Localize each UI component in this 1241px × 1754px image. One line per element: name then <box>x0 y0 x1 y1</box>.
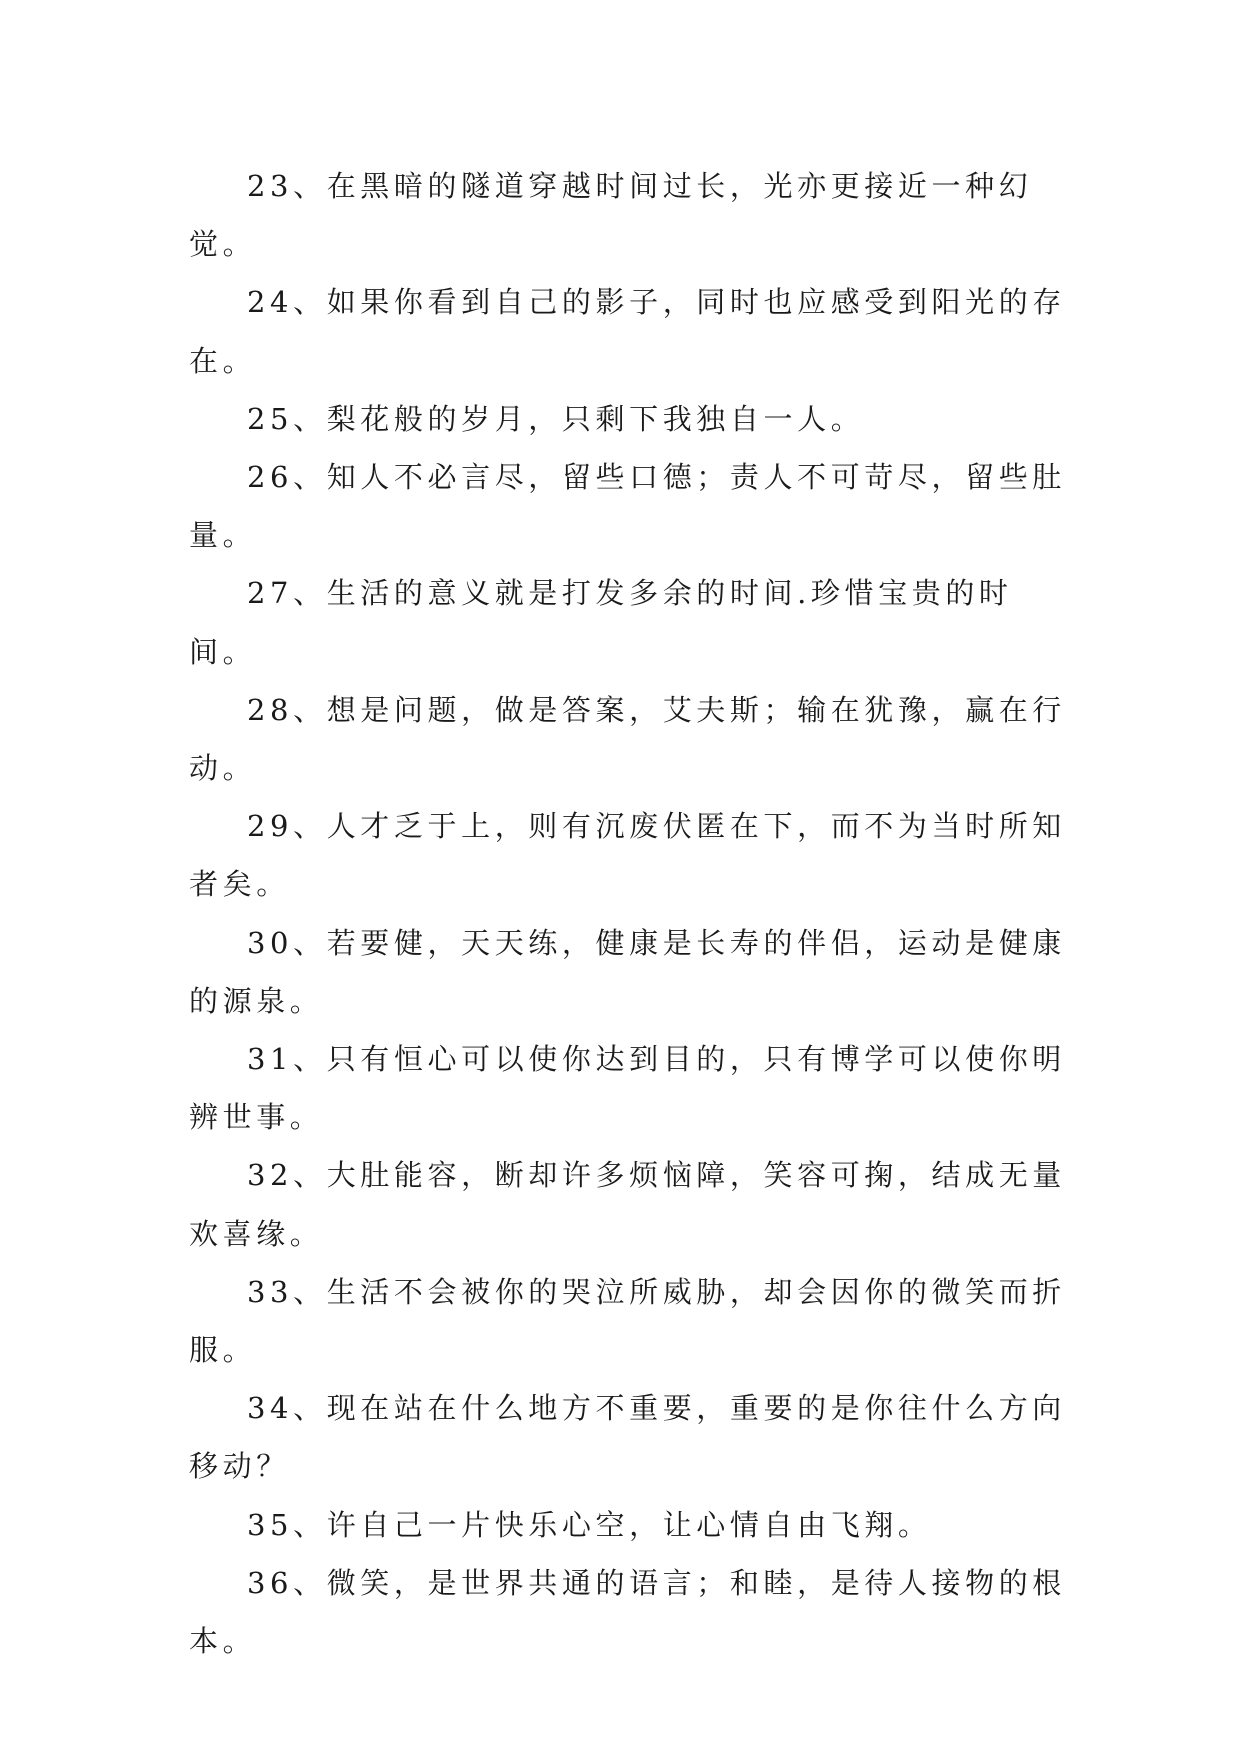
paragraph-31: 31、只有恒心可以使你达到目的，只有博学可以使你明辨世事。 <box>189 1042 1066 1135</box>
paragraph-23: 23、在黑暗的隧道穿越时间过长，光亦更接近一种幻觉。 <box>189 169 1033 262</box>
paragraph-30: 30、若要健，天天练，健康是长寿的伴侣，运动是健康的源泉。 <box>189 925 1066 1018</box>
paragraph-27: 27、生活的意义就是打发多余的时间.珍惜宝贵的时间。 <box>189 576 1013 669</box>
paragraph-35: 35、许自己一片快乐心空，让心情自由飞翔。 <box>247 1507 932 1542</box>
paragraph-36: 36、微笑，是世界共通的语言；和睦，是待人接物的根本。 <box>189 1565 1066 1659</box>
paragraph-25: 25、梨花般的岁月，只剩下我独自一人。 <box>247 401 865 436</box>
paragraph-24: 24、如果你看到自己的影子，同时也应感受到阳光的存在。 <box>189 285 1066 378</box>
paragraph-28: 28、想是问题，做是答案，艾夫斯；输在犹豫，赢在行动。 <box>189 692 1066 786</box>
paragraph-26: 26、知人不必言尽，留些口德；责人不可苛尽，留些肚量。 <box>189 460 1066 553</box>
paragraph-32: 32、大肚能容，断却许多烦恼障，笑容可掬，结成无量欢喜缘。 <box>189 1158 1066 1251</box>
paragraph-29: 29、人才乏于上，则有沉废伏匿在下，而不为当时所知者矣。 <box>189 809 1066 902</box>
paragraph-33: 33、生活不会被你的哭泣所威胁，却会因你的微笑而折服。 <box>189 1274 1066 1368</box>
paragraph-34: 34、现在站在什么地方不重要，重要的是你往什么方向移动？ <box>189 1391 1066 1484</box>
document-body <box>189 157 1069 1670</box>
